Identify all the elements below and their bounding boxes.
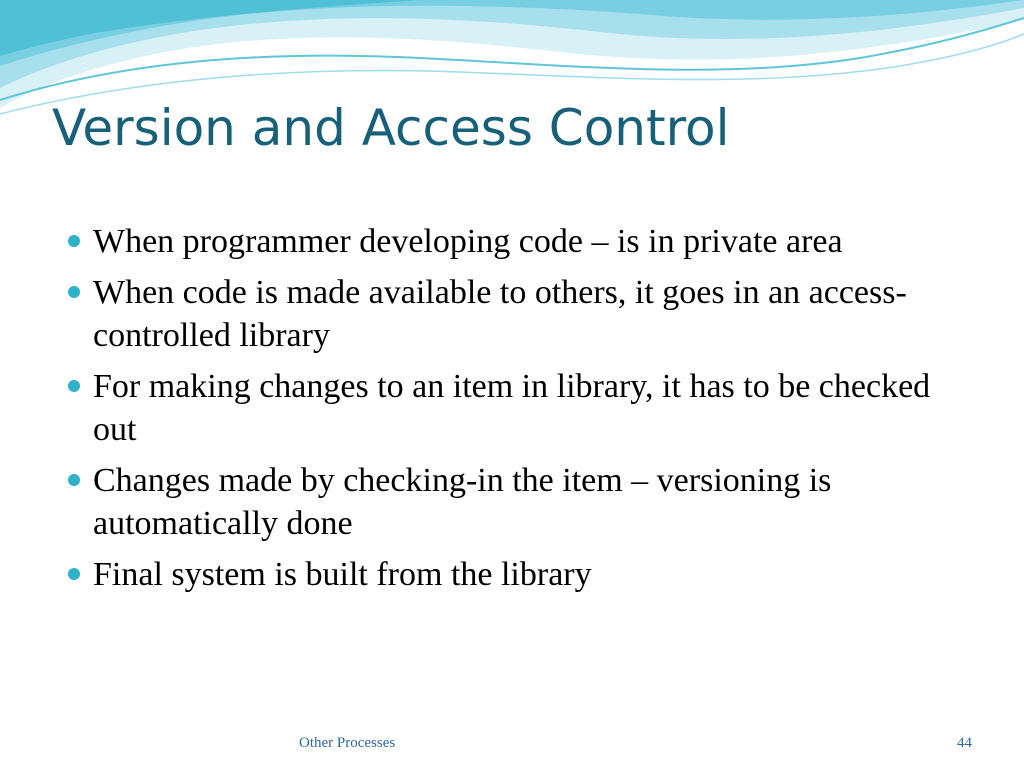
bullet-dot-icon [68, 235, 80, 247]
slide-title: Version and Access Control [52, 99, 730, 157]
bullet-list [60, 220, 960, 604]
page-number: 44 [957, 735, 972, 751]
bullet-text: When programmer developing code – is in private area [93, 223, 843, 260]
bullet-dot-icon [68, 568, 80, 580]
bullet-item [60, 220, 960, 263]
bullet-item [60, 365, 960, 451]
bullet-item [60, 271, 960, 357]
bullet-dot-icon [68, 474, 80, 486]
bullet-item [60, 459, 960, 545]
bullet-dot-icon [68, 380, 80, 392]
bullet-item [60, 553, 960, 596]
bullet-text: For making changes to an item in library, it has to be checked out [93, 368, 931, 448]
bullet-text: Final system is built from the library [93, 556, 592, 593]
footer-text: Other Processes [299, 735, 396, 751]
bullet-dot-icon [68, 286, 80, 298]
bullet-text: Changes made by checking-in the item – versioning is automatically done [93, 462, 832, 542]
bullet-text: When code is made available to others, it goes in an access-controlled library [93, 274, 907, 354]
